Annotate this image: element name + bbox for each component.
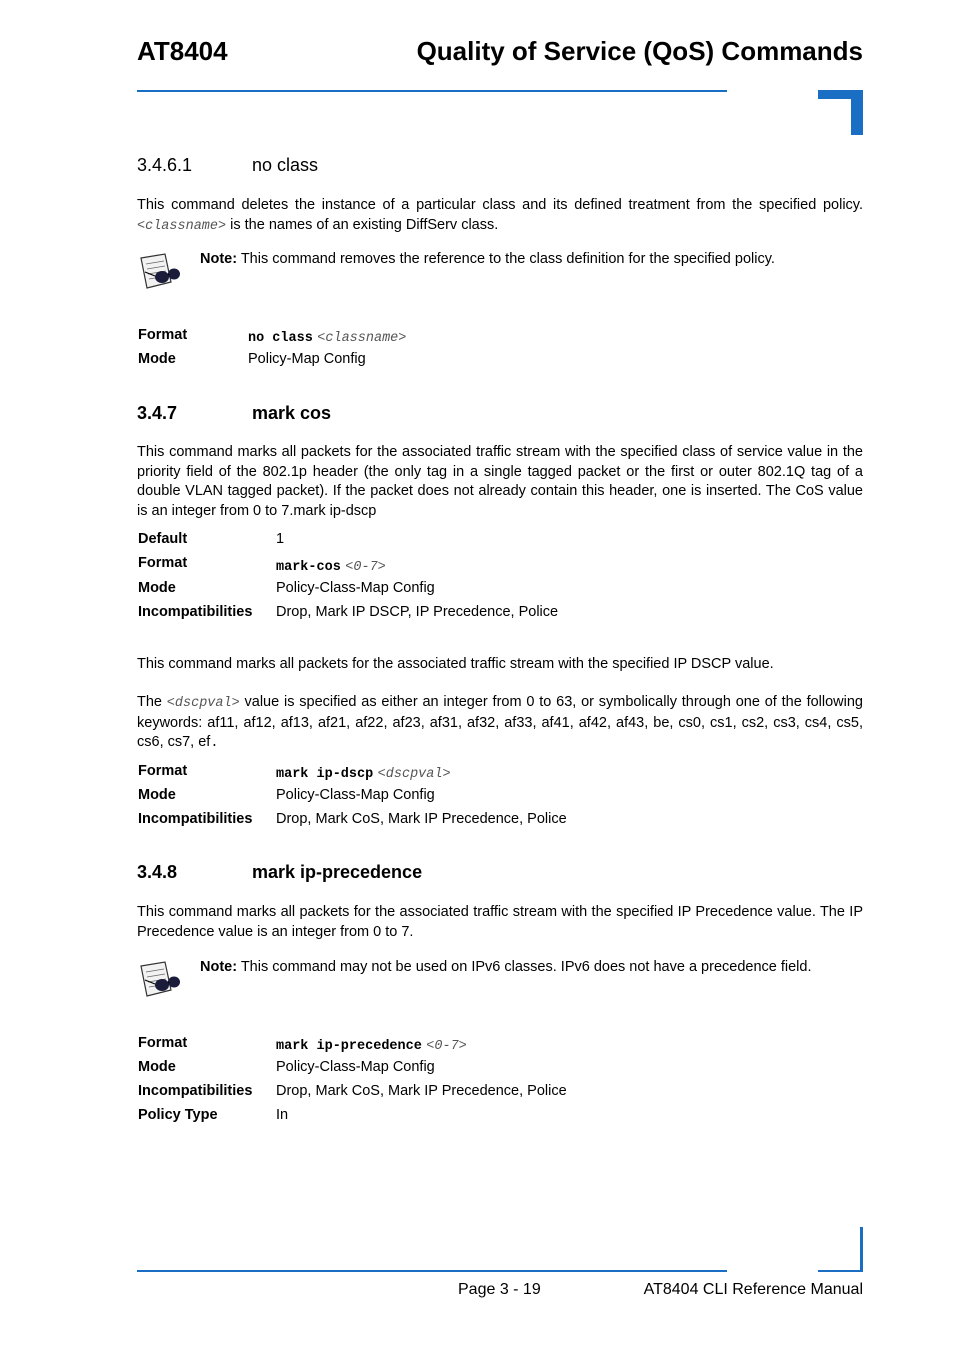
policy-type-value: In xyxy=(276,1107,289,1123)
format-label: Format xyxy=(138,1035,188,1051)
note xyxy=(200,958,863,978)
section-number: 3.4.8 xyxy=(137,862,178,882)
argument: <dscpval> xyxy=(377,767,451,782)
argument: <classname> xyxy=(137,218,227,234)
command: mark-cos xyxy=(276,560,341,575)
incompatibilities-value: Drop, Mark CoS, Mark IP Precedence, Police xyxy=(276,1083,567,1099)
format-value xyxy=(276,557,386,575)
paragraph-text: This command deletes the instance of a particular class and its defined treatment from the specified policy. xyxy=(137,197,863,213)
paragraph-text: . xyxy=(210,736,219,751)
mode-value: Policy-Map Config xyxy=(248,351,366,367)
argument: <0-7> xyxy=(426,1039,467,1054)
corner-mark-bottom-vertical xyxy=(860,1227,863,1272)
mode-label: Mode xyxy=(138,351,176,367)
note-text: This command may not be used on IPv6 classes. IPv6 does not have a precedence field. xyxy=(237,959,812,975)
paragraph-text: is the names of an existing DiffServ class. xyxy=(226,216,499,233)
header-chapter-title: Quality of Service (QoS) Commands xyxy=(416,36,863,66)
corner-mark-bottom xyxy=(818,1270,863,1272)
command: mark ip-precedence xyxy=(276,1039,422,1054)
manual-title: AT8404 CLI Reference Manual xyxy=(643,1281,863,1298)
note xyxy=(200,250,863,270)
footer-rule xyxy=(137,1270,727,1272)
command: no class xyxy=(248,331,313,346)
paragraph-text: value is specified as either an integer from 0 to 63, or symbolically through one of the following keywords: af11, af12, af13, af21, af22, af23, af31, af32, af33, af41, af42, af43, be, cs0, cs1, cs2, cs3, cs4, cs5, cs6, cs7, ef xyxy=(137,694,863,750)
incompatibilities-label: Incompatibilities xyxy=(138,811,253,827)
paragraph: This command marks all packets for the associated traffic stream with the specified IP Precedence value. The IP Precedence value is an integer from 0 to 7. xyxy=(137,904,863,940)
section-title: no class xyxy=(252,155,319,175)
section-number: 3.4.6.1 xyxy=(137,155,193,175)
mode-value: Policy-Class-Map Config xyxy=(276,787,435,803)
section-title: mark cos xyxy=(252,403,332,423)
paragraph-text: The xyxy=(137,694,167,710)
argument: <classname> xyxy=(317,331,407,346)
paragraph: This command marks all packets for the associated traffic stream with the specified IP DSCP value. xyxy=(137,656,774,672)
note-text: This command removes the reference to the class definition for the specified policy. xyxy=(237,251,775,267)
paragraph xyxy=(137,196,863,236)
default-label: Default xyxy=(138,531,188,547)
section-number: 3.4.7 xyxy=(137,403,178,423)
format-label: Format xyxy=(138,327,188,343)
paragraph xyxy=(137,693,863,754)
incompatibilities-value: Drop, Mark CoS, Mark IP Precedence, Police xyxy=(276,811,567,827)
header-rule xyxy=(137,90,727,92)
argument: <dscpval> xyxy=(166,696,240,711)
incompatibilities-label: Incompatibilities xyxy=(138,604,253,620)
note-label: Note: xyxy=(200,251,238,267)
format-label: Format xyxy=(138,555,188,571)
mode-label: Mode xyxy=(138,1059,176,1075)
mode-value: Policy-Class-Map Config xyxy=(276,1059,435,1075)
corner-mark-top-vertical xyxy=(851,90,863,135)
format-value xyxy=(276,1036,467,1054)
page-number: Page 3 - 19 xyxy=(458,1281,541,1298)
note-icon xyxy=(137,960,181,1000)
default-value: 1 xyxy=(276,531,285,547)
argument: <0-7> xyxy=(345,560,386,575)
command: mark ip-dscp xyxy=(276,767,374,782)
incompatibilities-label: Incompatibilities xyxy=(138,1083,253,1099)
note-icon xyxy=(137,252,181,292)
paragraph: This command marks all packets for the associated traffic stream with the specified class of service value in the priority field of the 802.1p header (the only tag in a single tagged packet or the first or outer 802.1Q tag of a double VLAN tagged packet). If the packet does not already contain this header, one is inserted. The CoS value is an integer from 0 to 7.mark ip-dscp xyxy=(137,444,863,519)
format-label: Format xyxy=(138,763,188,779)
header-product: AT8404 xyxy=(137,36,228,66)
incompatibilities-value: Drop, Mark IP DSCP, IP Precedence, Police xyxy=(276,604,559,620)
section-title: mark ip-precedence xyxy=(252,862,423,882)
mode-value: Policy-Class-Map Config xyxy=(276,580,435,596)
mode-label: Mode xyxy=(138,787,176,803)
format-value xyxy=(248,328,406,346)
policy-type-label: Policy Type xyxy=(138,1107,218,1123)
mode-label: Mode xyxy=(138,580,176,596)
note-label: Note: xyxy=(200,959,238,975)
format-value xyxy=(276,764,451,782)
